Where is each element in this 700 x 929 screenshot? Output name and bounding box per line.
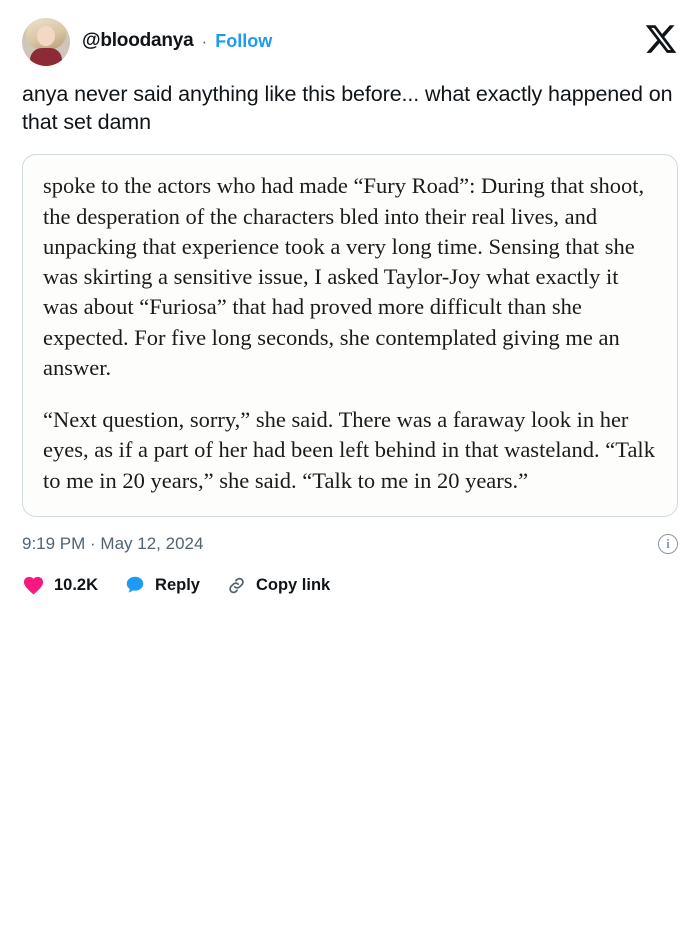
x-logo-icon[interactable]	[644, 22, 678, 56]
quoted-paragraph-1: spoke to the actors who had made “Fury Road”: During that shoot, the desperation of the characters bled into their real lives, and unpacking that experience took a very long time. Sensing that she was skirting a sensitive issue, I asked Taylor-Joy what exactly it was about “Furiosa” that had proved more difficult than she expected. For five long seconds, she contemplated giving me an answer.	[43, 173, 645, 380]
avatar[interactable]	[22, 18, 70, 66]
quoted-paragraph-2: “Next question, sorry,” she said. There was a faraway look in her eyes, as if a part of her had been left behind in that wasteland. “Talk to me in 20 years,” she said. “Talk to me in 20 years.”	[43, 407, 655, 493]
timestamp[interactable]: 9:19 PM · May 12, 2024	[22, 533, 204, 553]
avatar-face	[37, 26, 55, 46]
heart-icon	[22, 574, 45, 597]
author-handle[interactable]: @bloodanya	[82, 30, 194, 51]
comment-bubble-icon	[124, 574, 146, 596]
copy-link-label: Copy link	[255, 575, 331, 594]
tweet-header	[22, 18, 678, 66]
copy-link-button[interactable]	[226, 575, 330, 596]
link-icon	[226, 575, 247, 596]
separator-dot: ·	[201, 31, 208, 51]
avatar-body	[30, 48, 62, 66]
reply-label: Reply	[155, 575, 200, 594]
tweet-text: anya never said anything like this before... what exactly happened on that set damn	[22, 82, 673, 135]
actions-row	[22, 574, 678, 597]
like-button[interactable]	[22, 574, 98, 597]
reply-button[interactable]	[124, 574, 200, 596]
like-count: 10.2K	[54, 575, 99, 594]
follow-button[interactable]: Follow	[215, 30, 273, 51]
meta-row	[22, 534, 678, 554]
info-icon[interactable]: i	[658, 534, 678, 554]
quoted-article-image[interactable]	[22, 154, 678, 517]
author-row	[82, 18, 632, 52]
